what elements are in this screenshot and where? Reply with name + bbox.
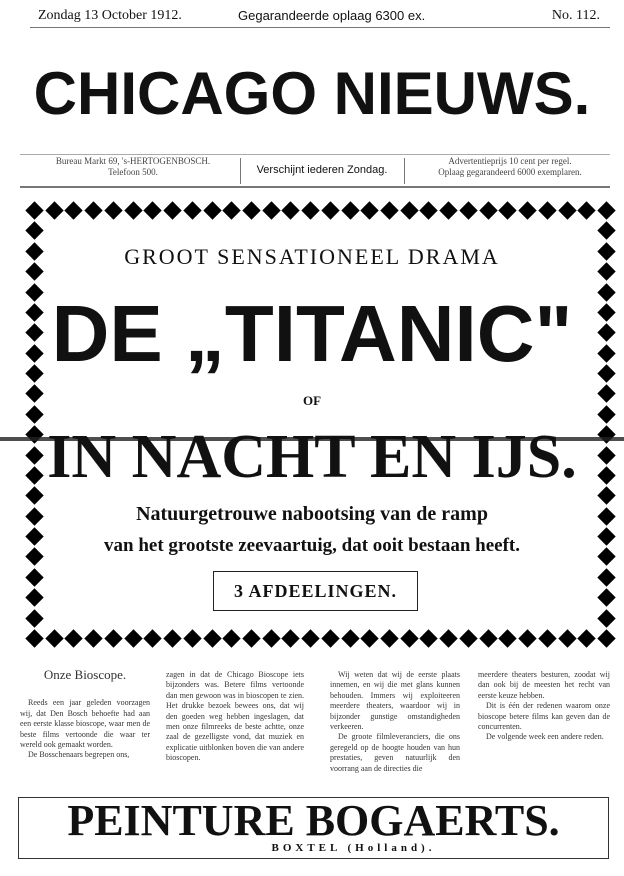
article-column-4 (478, 670, 610, 743)
diamond-ornament (558, 201, 576, 219)
diamond-ornament (25, 568, 43, 586)
diamond-ornament (380, 201, 398, 219)
advertisement (18, 797, 609, 859)
diamond-ornament (242, 629, 260, 647)
bureau-info (28, 156, 238, 178)
diamond-ornament (203, 629, 221, 647)
diamond-ornament (578, 201, 596, 219)
diamond-ornament (144, 201, 162, 219)
diamond-ornament (479, 201, 497, 219)
diamond-ornament (538, 201, 556, 219)
diamond-ornament (321, 629, 339, 647)
diamond-ornament (499, 629, 517, 647)
diamond-ornament (301, 629, 319, 647)
diamond-ornament (558, 629, 576, 647)
diamond-ornament (597, 201, 615, 219)
diamond-ornament (301, 201, 319, 219)
diamond-ornament (440, 201, 458, 219)
feature-title: DE „TITANIC" (51, 289, 573, 378)
bureau-address: Bureau Markt 69, 's-HERTOGENBOSCH. (55, 156, 211, 166)
parts-box: 3 AFDEELINGEN. (213, 571, 418, 611)
diamond-ornament (459, 201, 477, 219)
divider (30, 27, 610, 28)
paragraph: Dit is één der redenen waarom onze bioscope betere films kan geven dan de concurrenten. (478, 701, 610, 732)
diamond-ornament (84, 629, 102, 647)
diamond-ornament (538, 629, 556, 647)
article-column-1 (20, 667, 150, 761)
diamond-ornament (65, 629, 83, 647)
guaranteed-circulation: Oplaag gegarandeerd 6000 exemplaren. (438, 167, 582, 177)
diamond-ornament (597, 589, 615, 607)
diamond-ornament (84, 201, 102, 219)
diamond-ornament (183, 201, 201, 219)
diamond-ornament (282, 201, 300, 219)
diamond-ornament (597, 568, 615, 586)
article-column-3 (330, 670, 460, 774)
diamond-ornament (479, 629, 497, 647)
diamond-ornament (321, 201, 339, 219)
diamond-ornament (65, 201, 83, 219)
diamond-ornament (25, 201, 43, 219)
diamond-ornament (420, 201, 438, 219)
diamond-ornament (163, 629, 181, 647)
diamond-ornament (104, 629, 122, 647)
diamond-ornament (104, 201, 122, 219)
diamond-ornament (124, 629, 142, 647)
paragraph: Wij weten dat wij de eerste plaats innemen, en wij die met glans kunnen behouden. Immers wij exploiteeren meerdere theaters, waardoor wij in bijzonder gunstige omstandigheden verkeeren. (330, 670, 460, 732)
diamond-ornament (400, 629, 418, 647)
issue-number: No. 112. (551, 8, 600, 23)
diamond-ornament (163, 201, 181, 219)
feature-or: OF (302, 393, 322, 408)
ad-info (410, 156, 610, 178)
diamond-ornament (420, 629, 438, 647)
diamond-ornament (361, 629, 379, 647)
advert-place: BOXTEL (Holland). (271, 842, 436, 854)
diamond-ornament (183, 629, 201, 647)
frequency: Verschijnt iederen Zondag. (256, 164, 388, 176)
paragraph: zagen in dat de Chicago Bioscope iets bijzonders was. Betere films vertoonde dan men gewoon was in bioscopen te zien. Het drukke bezoek bewees ons, dat wij den goeden weg hebben ingeslagen, dat men onze filmreeks de beste achtte, onze zaal de gezelligste vond, dat muziek en explicatie uitblonken boven die van andere bioscopen. (166, 670, 304, 763)
diamond-ornament (203, 201, 221, 219)
feature-subtitle: IN NACHT EN IJS. (47, 423, 577, 491)
paragraph: Reeds een jaar geleden voorzagen wij, dat Den Bosch behoefte had aan een eerste klasse bioscope, waar men de beste films vertoonde die waar ter wereld ook gemaakt worden. (20, 698, 150, 750)
diamond-ornament (124, 201, 142, 219)
diamond-ornament (25, 629, 43, 647)
diamond-ornament (223, 629, 241, 647)
feature-description-1: Natuurgetrouwe nabootsing van de ramp (136, 503, 488, 525)
diamond-ornament (499, 201, 517, 219)
diamond-ornament (45, 629, 63, 647)
divider (20, 154, 610, 155)
diamond-ornament (597, 222, 615, 240)
diamond-ornament (380, 629, 398, 647)
advert-name: PEINTURE BOGAERTS. (67, 796, 560, 845)
diamond-ornament (223, 201, 241, 219)
diamond-ornament (45, 201, 63, 219)
diamond-ornament (518, 201, 536, 219)
paragraph: meerdere theaters besturen, zoodat wij dan ook bij de meesten het recht van eerste keuze hebben. (478, 670, 610, 700)
paragraph: De Bosschenaars begrepen ons, (28, 750, 130, 760)
ad-price: Advertentieprijs 10 cent per regel. (448, 156, 572, 166)
diamond-ornament (242, 201, 260, 219)
diamond-ornament (578, 629, 596, 647)
issue-date: Zondag 13 October 1912. (38, 8, 182, 23)
diamond-ornament (361, 201, 379, 219)
diamond-ornament (597, 629, 615, 647)
diamond-ornament (25, 589, 43, 607)
feature-description-2: van het grootste zeevaartuig, dat ooit bestaan heeft. (104, 535, 520, 556)
diamond-ornament (459, 629, 477, 647)
divider (404, 158, 405, 184)
diamond-ornament (597, 609, 615, 627)
diamond-ornament (25, 222, 43, 240)
diamond-ornament (282, 629, 300, 647)
article-heading: Onze Bioscope. (43, 667, 127, 682)
diamond-ornament (25, 609, 43, 627)
divider (20, 186, 610, 188)
feature-kicker: GROOT SENSATIONEEL DRAMA (124, 244, 500, 269)
diamond-ornament (262, 201, 280, 219)
diamond-ornament (341, 629, 359, 647)
diamond-ornament (341, 201, 359, 219)
diamond-ornament (144, 629, 162, 647)
bureau-phone: Telefoon 500. (108, 167, 158, 177)
diamond-ornament (440, 629, 458, 647)
newspaper-title: CHICAGO NIEUWS. (33, 60, 591, 127)
article-column-2 (166, 670, 304, 764)
paragraph: De groote filmleveranciers, die ons geregeld op de hoogte houden van hun prestaties, geven natuurlijk den voorrang aan de directies die (330, 732, 460, 773)
diamond-ornament (400, 201, 418, 219)
diamond-ornament (518, 629, 536, 647)
circulation: Gegarandeerde oplaag 6300 ex. (238, 8, 426, 23)
paragraph: De volgende week een andere reden. (486, 732, 604, 742)
diamond-ornament (262, 629, 280, 647)
